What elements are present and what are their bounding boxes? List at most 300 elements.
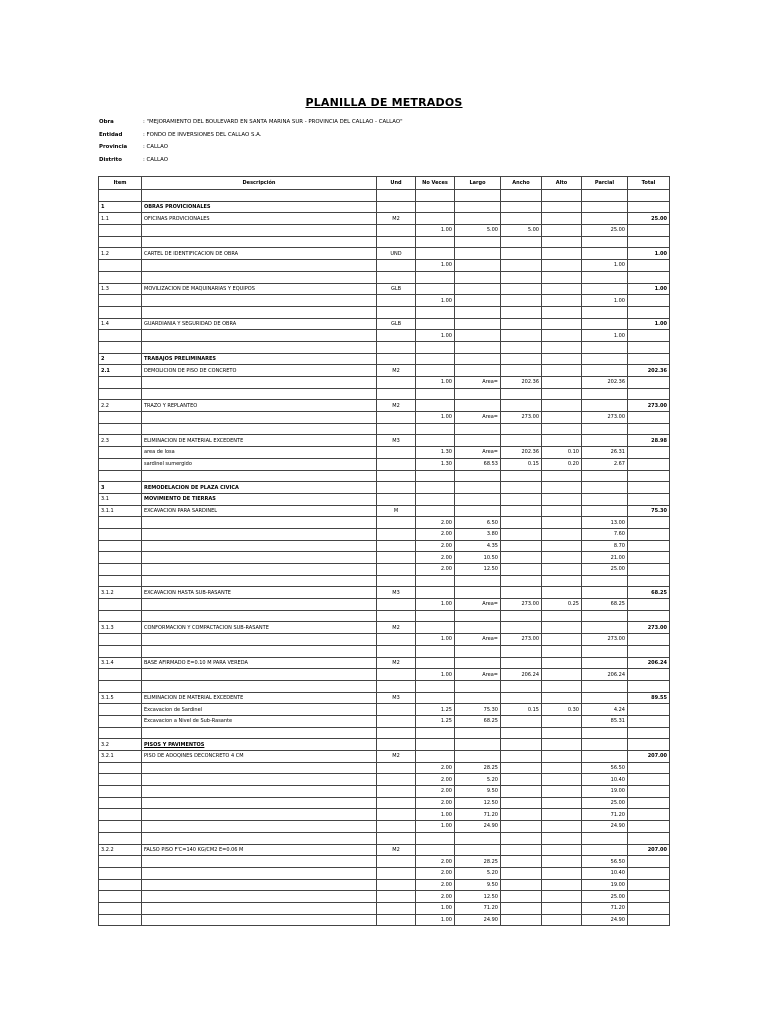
cell-parcial: 1.00 <box>582 295 628 307</box>
cell-descripcion <box>142 762 377 774</box>
cell-descripcion: CARTEL DE IDENTIFICACION DE OBRA <box>142 248 377 260</box>
table-row <box>99 470 670 482</box>
cell-no-veces <box>416 575 455 587</box>
cell-largo <box>455 435 501 447</box>
cell-item: 3.2 <box>99 739 142 751</box>
cell-parcial: 25.00 <box>582 891 628 903</box>
table-row <box>99 190 670 202</box>
cell-und <box>377 517 416 529</box>
cell-largo <box>455 190 501 202</box>
table-row <box>99 493 670 505</box>
cell-parcial <box>582 341 628 353</box>
cell-ancho <box>501 832 542 844</box>
cell-ancho <box>501 680 542 692</box>
cell-alto <box>542 610 582 622</box>
table-row <box>99 587 670 599</box>
cell-und <box>377 201 416 213</box>
cell-und <box>377 739 416 751</box>
cell-alto <box>542 482 582 494</box>
cell-no-veces: 1.00 <box>416 914 455 926</box>
cell-und <box>377 797 416 809</box>
cell-und <box>377 412 416 424</box>
cell-descripcion <box>142 552 377 564</box>
cell-descripcion <box>142 634 377 646</box>
cell-item <box>99 377 142 389</box>
cell-largo: 24.90 <box>455 821 501 833</box>
cell-alto <box>542 902 582 914</box>
cell-parcial: 26.31 <box>582 447 628 459</box>
cell-no-veces: 1.00 <box>416 599 455 611</box>
cell-alto <box>542 751 582 763</box>
cell-ancho <box>501 622 542 634</box>
cell-largo <box>455 844 501 856</box>
cell-largo <box>455 832 501 844</box>
cell-total: 25.00 <box>628 213 670 225</box>
table-row <box>99 867 670 879</box>
meta-value: : CALLAO <box>143 156 168 163</box>
cell-parcial <box>582 680 628 692</box>
cell-no-veces <box>416 692 455 704</box>
cell-descripcion: MOVILIZACION DE MAQUINARIAS Y EQUIPOS <box>142 283 377 295</box>
table-row <box>99 902 670 914</box>
cell-item <box>99 715 142 727</box>
table-row <box>99 645 670 657</box>
cell-total: 89.55 <box>628 692 670 704</box>
cell-no-veces: 1.30 <box>416 447 455 459</box>
cell-alto <box>542 248 582 260</box>
cell-descripcion <box>142 341 377 353</box>
cell-ancho <box>501 236 542 248</box>
cell-no-veces: 2.00 <box>416 762 455 774</box>
cell-no-veces <box>416 482 455 494</box>
cell-ancho: 0.15 <box>501 458 542 470</box>
cell-alto <box>542 213 582 225</box>
cell-largo: 75.30 <box>455 704 501 716</box>
cell-largo <box>455 622 501 634</box>
cell-ancho: 202.36 <box>501 377 542 389</box>
cell-parcial <box>582 832 628 844</box>
cell-ancho <box>501 821 542 833</box>
cell-total <box>628 786 670 798</box>
cell-alto <box>542 540 582 552</box>
cell-item <box>99 610 142 622</box>
cell-total <box>628 634 670 646</box>
cell-und <box>377 645 416 657</box>
cell-parcial <box>582 435 628 447</box>
metrado-table <box>98 176 670 926</box>
cell-alto <box>542 762 582 774</box>
cell-total <box>628 377 670 389</box>
cell-parcial: 13.00 <box>582 517 628 529</box>
cell-no-veces: 2.00 <box>416 879 455 891</box>
table-row <box>99 797 670 809</box>
cell-descripcion <box>142 517 377 529</box>
cell-ancho <box>501 552 542 564</box>
cell-descripcion <box>142 786 377 798</box>
cell-item <box>99 260 142 272</box>
cell-item <box>99 867 142 879</box>
cell-largo: 6.50 <box>455 517 501 529</box>
cell-alto <box>542 225 582 237</box>
cell-ancho <box>501 692 542 704</box>
cell-und: M2 <box>377 400 416 412</box>
cell-largo: Area= <box>455 447 501 459</box>
cell-descripcion: ELIMINACION DE MATERIAL EXCEDENTE <box>142 435 377 447</box>
cell-ancho <box>501 260 542 272</box>
cell-descripcion <box>142 412 377 424</box>
cell-total <box>628 902 670 914</box>
cell-no-veces <box>416 190 455 202</box>
cell-und <box>377 669 416 681</box>
cell-alto <box>542 400 582 412</box>
table-row <box>99 879 670 891</box>
table-row <box>99 412 670 424</box>
cell-ancho: 273.00 <box>501 599 542 611</box>
cell-total <box>628 821 670 833</box>
table-body <box>99 190 670 926</box>
cell-ancho <box>501 365 542 377</box>
cell-no-veces <box>416 505 455 517</box>
table-row <box>99 821 670 833</box>
cell-alto: 0.25 <box>542 599 582 611</box>
table-row <box>99 447 670 459</box>
cell-largo <box>455 318 501 330</box>
column-header-parcial: Parcial <box>582 177 628 190</box>
cell-descripcion <box>142 797 377 809</box>
cell-und <box>377 914 416 926</box>
cell-descripcion <box>142 774 377 786</box>
cell-alto <box>542 201 582 213</box>
table-row <box>99 201 670 213</box>
cell-parcial: 273.00 <box>582 634 628 646</box>
cell-no-veces: 2.00 <box>416 540 455 552</box>
cell-parcial: 202.36 <box>582 377 628 389</box>
cell-parcial: 10.40 <box>582 774 628 786</box>
cell-largo <box>455 493 501 505</box>
cell-alto <box>542 680 582 692</box>
cell-item <box>99 470 142 482</box>
cell-largo <box>455 505 501 517</box>
table-row <box>99 575 670 587</box>
cell-largo: 68.53 <box>455 458 501 470</box>
cell-no-veces: 1.30 <box>416 458 455 470</box>
cell-largo: 5.00 <box>455 225 501 237</box>
cell-total <box>628 575 670 587</box>
cell-alto <box>542 634 582 646</box>
cell-ancho <box>501 528 542 540</box>
cell-no-veces <box>416 680 455 692</box>
table-row <box>99 225 670 237</box>
cell-alto <box>542 575 582 587</box>
cell-und <box>377 225 416 237</box>
cell-largo <box>455 271 501 283</box>
table-row <box>99 914 670 926</box>
cell-largo <box>455 388 501 400</box>
cell-ancho <box>501 493 542 505</box>
cell-parcial: 19.00 <box>582 879 628 891</box>
cell-alto <box>542 645 582 657</box>
cell-total <box>628 599 670 611</box>
cell-ancho <box>501 797 542 809</box>
cell-item <box>99 295 142 307</box>
cell-ancho <box>501 400 542 412</box>
cell-total <box>628 330 670 342</box>
project-info <box>99 119 403 169</box>
cell-alto <box>542 528 582 540</box>
cell-total <box>628 739 670 751</box>
cell-no-veces: 2.00 <box>416 564 455 576</box>
cell-ancho <box>501 248 542 260</box>
table-row <box>99 634 670 646</box>
cell-largo: 3.80 <box>455 528 501 540</box>
cell-alto <box>542 271 582 283</box>
cell-alto <box>542 435 582 447</box>
cell-descripcion: FALSO PISO F'C=140 KG/CM2 E=0.06 M <box>142 844 377 856</box>
cell-descripcion <box>142 867 377 879</box>
cell-no-veces: 2.00 <box>416 528 455 540</box>
cell-alto <box>542 727 582 739</box>
cell-descripcion: ELIMINACION DE MATERIAL EXCEDENTE <box>142 692 377 704</box>
cell-alto <box>542 669 582 681</box>
table-row <box>99 330 670 342</box>
cell-und <box>377 727 416 739</box>
cell-item <box>99 528 142 540</box>
cell-item <box>99 552 142 564</box>
cell-descripcion: GUARDIANIA Y SEGURIDAD DE OBRA <box>142 318 377 330</box>
cell-descripcion <box>142 306 377 318</box>
cell-no-veces <box>416 844 455 856</box>
cell-descripcion: PISO DE ADOQINES DECONCRETO 4 CM <box>142 751 377 763</box>
meta-value: : "MEJORAMIENTO DEL BOULEVARD EN SANTA MARINA SUR - PROVINCIA DEL CALLAO - CALLAO" <box>143 119 403 125</box>
table-row <box>99 751 670 763</box>
cell-und <box>377 610 416 622</box>
cell-alto <box>542 505 582 517</box>
cell-descripcion <box>142 902 377 914</box>
cell-parcial <box>582 353 628 365</box>
cell-item <box>99 774 142 786</box>
cell-ancho: 273.00 <box>501 634 542 646</box>
cell-und <box>377 423 416 435</box>
cell-descripcion: area de losa <box>142 447 377 459</box>
cell-item <box>99 423 142 435</box>
table-row <box>99 377 670 389</box>
cell-alto <box>542 412 582 424</box>
table-row <box>99 891 670 903</box>
cell-item: 3.1.1 <box>99 505 142 517</box>
table-row <box>99 610 670 622</box>
cell-total <box>628 914 670 926</box>
cell-und <box>377 458 416 470</box>
cell-und: M2 <box>377 365 416 377</box>
cell-und <box>377 786 416 798</box>
cell-ancho <box>501 867 542 879</box>
cell-total: 28.98 <box>628 435 670 447</box>
cell-alto <box>542 692 582 704</box>
cell-descripcion <box>142 832 377 844</box>
cell-item: 2.3 <box>99 435 142 447</box>
cell-item <box>99 914 142 926</box>
cell-total: 273.00 <box>628 400 670 412</box>
cell-alto <box>542 552 582 564</box>
cell-und: GLB <box>377 318 416 330</box>
cell-descripcion <box>142 377 377 389</box>
cell-item <box>99 517 142 529</box>
cell-parcial: 25.00 <box>582 225 628 237</box>
cell-alto <box>542 517 582 529</box>
cell-und <box>377 867 416 879</box>
table-header-row <box>99 177 670 190</box>
cell-alto <box>542 715 582 727</box>
cell-descripcion: EXCAVACION PARA SARDINEL <box>142 505 377 517</box>
cell-und <box>377 306 416 318</box>
cell-alto <box>542 622 582 634</box>
cell-item: 1.1 <box>99 213 142 225</box>
cell-parcial <box>582 190 628 202</box>
cell-ancho <box>501 844 542 856</box>
cell-item <box>99 330 142 342</box>
cell-item <box>99 412 142 424</box>
cell-largo <box>455 727 501 739</box>
cell-parcial <box>582 388 628 400</box>
cell-item <box>99 458 142 470</box>
cell-item <box>99 306 142 318</box>
cell-und <box>377 879 416 891</box>
cell-no-veces: 2.00 <box>416 797 455 809</box>
cell-alto <box>542 786 582 798</box>
cell-largo <box>455 692 501 704</box>
table-row <box>99 353 670 365</box>
cell-und: GLB <box>377 283 416 295</box>
cell-no-veces: 2.00 <box>416 786 455 798</box>
cell-total: 1.00 <box>628 248 670 260</box>
table-row <box>99 213 670 225</box>
cell-item <box>99 225 142 237</box>
table-row <box>99 704 670 716</box>
cell-descripcion <box>142 809 377 821</box>
cell-ancho <box>501 201 542 213</box>
cell-total <box>628 295 670 307</box>
cell-total <box>628 341 670 353</box>
cell-item <box>99 879 142 891</box>
cell-total <box>628 201 670 213</box>
cell-no-veces: 2.00 <box>416 867 455 879</box>
cell-und <box>377 353 416 365</box>
cell-total <box>628 388 670 400</box>
cell-total <box>628 867 670 879</box>
cell-ancho: 273.00 <box>501 412 542 424</box>
cell-alto <box>542 341 582 353</box>
cell-ancho <box>501 423 542 435</box>
table-row <box>99 400 670 412</box>
cell-ancho <box>501 295 542 307</box>
meta-row-obra <box>99 119 403 132</box>
cell-descripcion <box>142 680 377 692</box>
cell-item <box>99 821 142 833</box>
cell-descripcion <box>142 190 377 202</box>
cell-ancho <box>501 564 542 576</box>
cell-largo <box>455 610 501 622</box>
cell-total <box>628 774 670 786</box>
table-row <box>99 517 670 529</box>
cell-descripcion <box>142 271 377 283</box>
cell-no-veces <box>416 236 455 248</box>
cell-parcial: 206.24 <box>582 669 628 681</box>
cell-no-veces: 1.00 <box>416 330 455 342</box>
cell-parcial: 1.00 <box>582 330 628 342</box>
cell-alto <box>542 797 582 809</box>
cell-und <box>377 704 416 716</box>
cell-parcial <box>582 400 628 412</box>
cell-ancho <box>501 751 542 763</box>
cell-ancho <box>501 271 542 283</box>
cell-largo <box>455 587 501 599</box>
cell-largo: 28.25 <box>455 856 501 868</box>
cell-total: 1.00 <box>628 283 670 295</box>
cell-und <box>377 190 416 202</box>
cell-no-veces <box>416 622 455 634</box>
cell-parcial <box>582 201 628 213</box>
cell-descripcion <box>142 891 377 903</box>
cell-descripcion <box>142 610 377 622</box>
cell-descripcion <box>142 260 377 272</box>
cell-largo <box>455 353 501 365</box>
cell-largo: Area= <box>455 599 501 611</box>
cell-total: 206.24 <box>628 657 670 669</box>
cell-largo <box>455 645 501 657</box>
table-row <box>99 552 670 564</box>
cell-total <box>628 891 670 903</box>
meta-label: Distrito <box>99 156 122 163</box>
cell-alto <box>542 236 582 248</box>
cell-total <box>628 260 670 272</box>
cell-item <box>99 190 142 202</box>
cell-item <box>99 832 142 844</box>
table-row <box>99 669 670 681</box>
cell-parcial <box>582 610 628 622</box>
table-row <box>99 540 670 552</box>
cell-und: M2 <box>377 213 416 225</box>
cell-item <box>99 680 142 692</box>
cell-total <box>628 493 670 505</box>
cell-descripcion <box>142 528 377 540</box>
cell-no-veces: 2.00 <box>416 552 455 564</box>
cell-total <box>628 564 670 576</box>
cell-parcial: 56.50 <box>582 762 628 774</box>
cell-alto <box>542 423 582 435</box>
cell-und <box>377 528 416 540</box>
cell-total <box>628 809 670 821</box>
cell-total <box>628 470 670 482</box>
cell-ancho <box>501 517 542 529</box>
table-row <box>99 482 670 494</box>
cell-item <box>99 902 142 914</box>
cell-alto <box>542 914 582 926</box>
cell-alto <box>542 564 582 576</box>
meta-row-distrito <box>99 157 403 170</box>
cell-item: 3.2.1 <box>99 751 142 763</box>
column-header-und: Und <box>377 177 416 190</box>
meta-value: : CALLAO <box>143 144 168 151</box>
cell-und <box>377 809 416 821</box>
cell-und <box>377 891 416 903</box>
cell-item <box>99 704 142 716</box>
cell-total <box>628 225 670 237</box>
cell-descripcion <box>142 423 377 435</box>
cell-total <box>628 482 670 494</box>
cell-largo: 5.20 <box>455 774 501 786</box>
cell-no-veces: 1.00 <box>416 669 455 681</box>
cell-parcial <box>582 423 628 435</box>
